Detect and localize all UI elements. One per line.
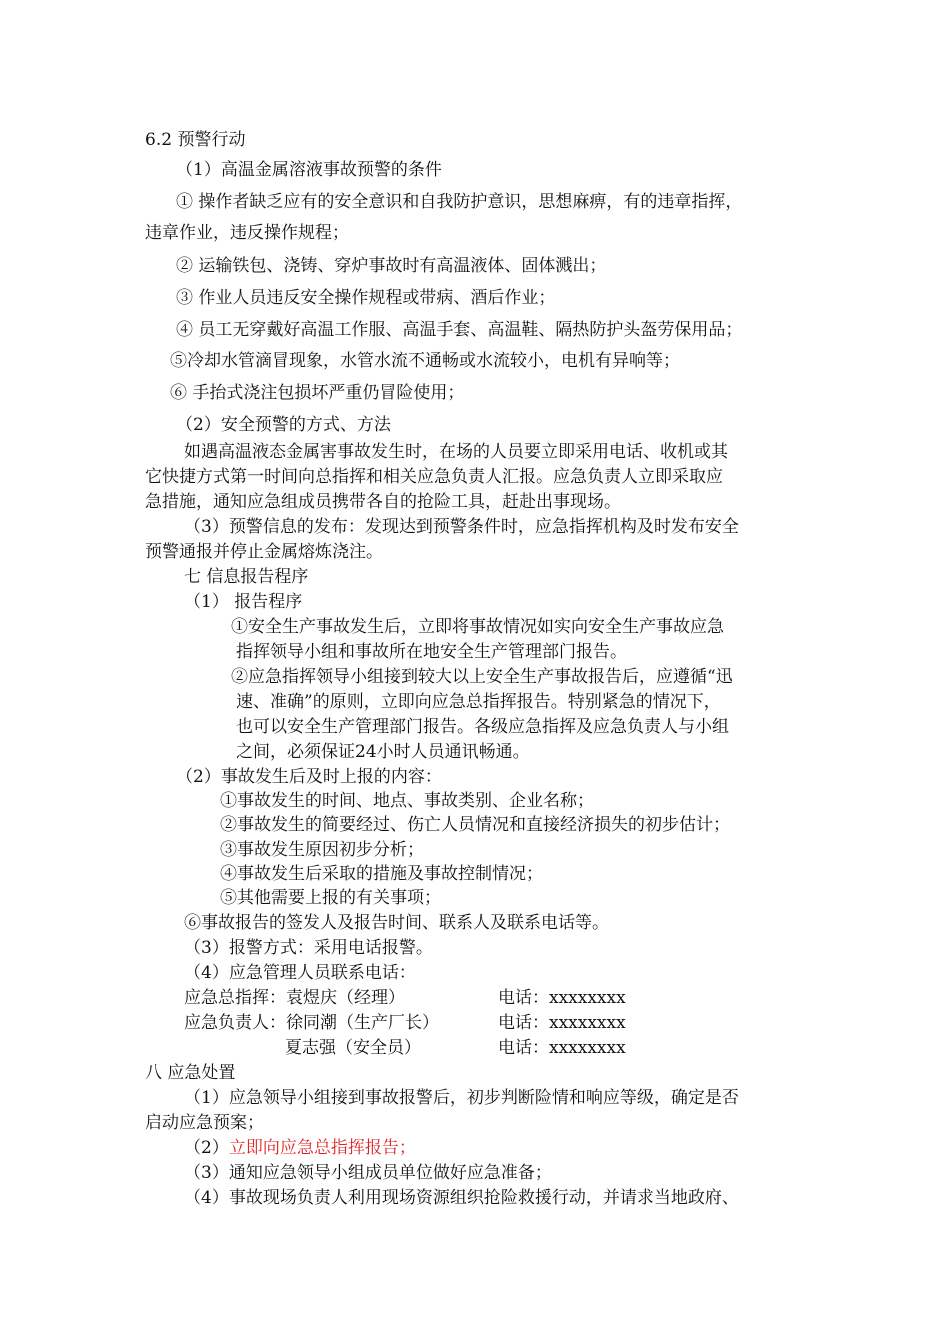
response-step-4: （4）事故现场负责人利用现场资源组织抢险救援行动，并请求当地政府、 (184, 1188, 739, 1208)
condition-2: ② 运输铁包、浇铸、穿炉事故时有高温液体、固体溅出； (176, 256, 607, 276)
section-6-2-heading: 6.2 预警行动 (145, 130, 246, 150)
condition-6: ⑥ 手抬式浇注包损坏严重仍冒险使用； (170, 383, 465, 403)
report-item-3: ③事故发生原因初步分析； (220, 840, 424, 860)
procedure-2-line-4: 之间，必须保证24小时人员通讯畅通。 (236, 742, 530, 762)
report-item-4: ④事故发生后采取的措施及事故控制情况； (220, 864, 543, 884)
contact-role-name: 夏志强（安全员） (285, 1038, 421, 1058)
condition-1-line-2: 违章作业，违反操作规程； (145, 223, 349, 243)
section-8-heading: 八 应急处置 (145, 1063, 236, 1083)
warning-methods-line-3: 急措施，通知应急组成员携带各自的抢险工具，赶赴出事现场。 (145, 492, 621, 512)
procedure-2-line-3: 也可以安全生产管理部门报告。各级应急指挥及应急负责人与小组 (236, 717, 729, 737)
contact-phone: 电话：xxxxxxxx (498, 1013, 626, 1033)
alarm-method: （3）报警方式：采用电话报警。 (184, 938, 433, 958)
condition-4: ④ 员工无穿戴好高温工作服、高温手套、高温鞋、隔热防护头盔劳保用品； (176, 320, 743, 340)
procedure-2-line-1: ②应急指挥领导小组接到较大以上安全生产事故报告后，应遵循“迅 (231, 667, 733, 687)
warning-release-line-2: 预警通报并停止金属熔炼浇注。 (145, 542, 383, 562)
response-step-3: （3）通知应急领导小组成员单位做好应急准备； (184, 1163, 552, 1183)
contact-role-name: 应急负责人：徐同潮（生产厂长） (184, 1013, 439, 1033)
procedure-1-line-1: ①安全生产事故发生后，立即将事故情况如实向安全生产事故应急 (231, 617, 724, 637)
response-step-2 (184, 1136, 416, 1160)
response-step-2-number: （2） (184, 1138, 229, 1158)
condition-1-line-1: ① 操作者缺乏应有的安全意识和自我防护意识，思想麻痹，有的违章指挥， (176, 192, 743, 212)
response-step-2-highlight: 立即向应急总指挥报告； (228, 1138, 416, 1158)
contact-phones-subheading: （4）应急管理人员联系电话： (184, 963, 416, 983)
procedure-2-line-2: 速、准确”的原则，立即向应急总指挥报告。特别紧急的情况下， (236, 692, 721, 712)
contact-phone: 电话：xxxxxxxx (498, 1038, 626, 1058)
warning-methods-line-1: 如遇高温液态金属害事故发生时，在场的人员要立即采用电话、收机或其 (184, 442, 728, 462)
procedure-1-line-2: 指挥领导小组和事故所在地安全生产管理部门报告。 (236, 642, 627, 662)
warning-methods-line-2: 它快捷方式第一时间向总指挥和相关应急负责人汇报。应急负责人立即采取应 (145, 467, 723, 487)
section-7-heading: 七 信息报告程序 (184, 567, 309, 587)
contact-role-name: 应急总指挥：袁煜庆（经理） (184, 988, 405, 1008)
report-contents-subheading: （2）事故发生后及时上报的内容： (176, 767, 442, 787)
response-step-1-line-1: （1）应急领导小组接到事故报警后，初步判断险情和响应等级，确定是否 (184, 1088, 739, 1108)
condition-5: ⑤冷却水管滴冒现象，水管水流不通畅或水流较小，电机有异响等； (170, 351, 680, 371)
report-item-5: ⑤其他需要上报的有关事项； (220, 888, 441, 908)
warning-conditions-subheading: （1）高温金属溶液事故预警的条件 (176, 160, 442, 180)
warning-methods-subheading: （2）安全预警的方式、方法 (176, 415, 391, 435)
report-item-2: ②事故发生的简要经过、伤亡人员情况和直接经济损失的初步估计； (220, 815, 730, 835)
report-item-6: ⑥事故报告的签发人及报告时间、联系人及联系电话等。 (184, 913, 609, 933)
response-step-1-line-2: 启动应急预案； (145, 1113, 264, 1133)
report-item-1: ①事故发生的时间、地点、事故类别、企业名称； (220, 791, 594, 811)
condition-3: ③ 作业人员违反安全操作规程或带病、酒后作业； (176, 288, 556, 308)
report-procedure-subheading: （1） 报告程序 (184, 592, 303, 612)
contact-phone: 电话：xxxxxxxx (498, 988, 626, 1008)
warning-release-line-1: （3）预警信息的发布：发现达到预警条件时，应急指挥机构及时发布安全 (184, 517, 739, 537)
